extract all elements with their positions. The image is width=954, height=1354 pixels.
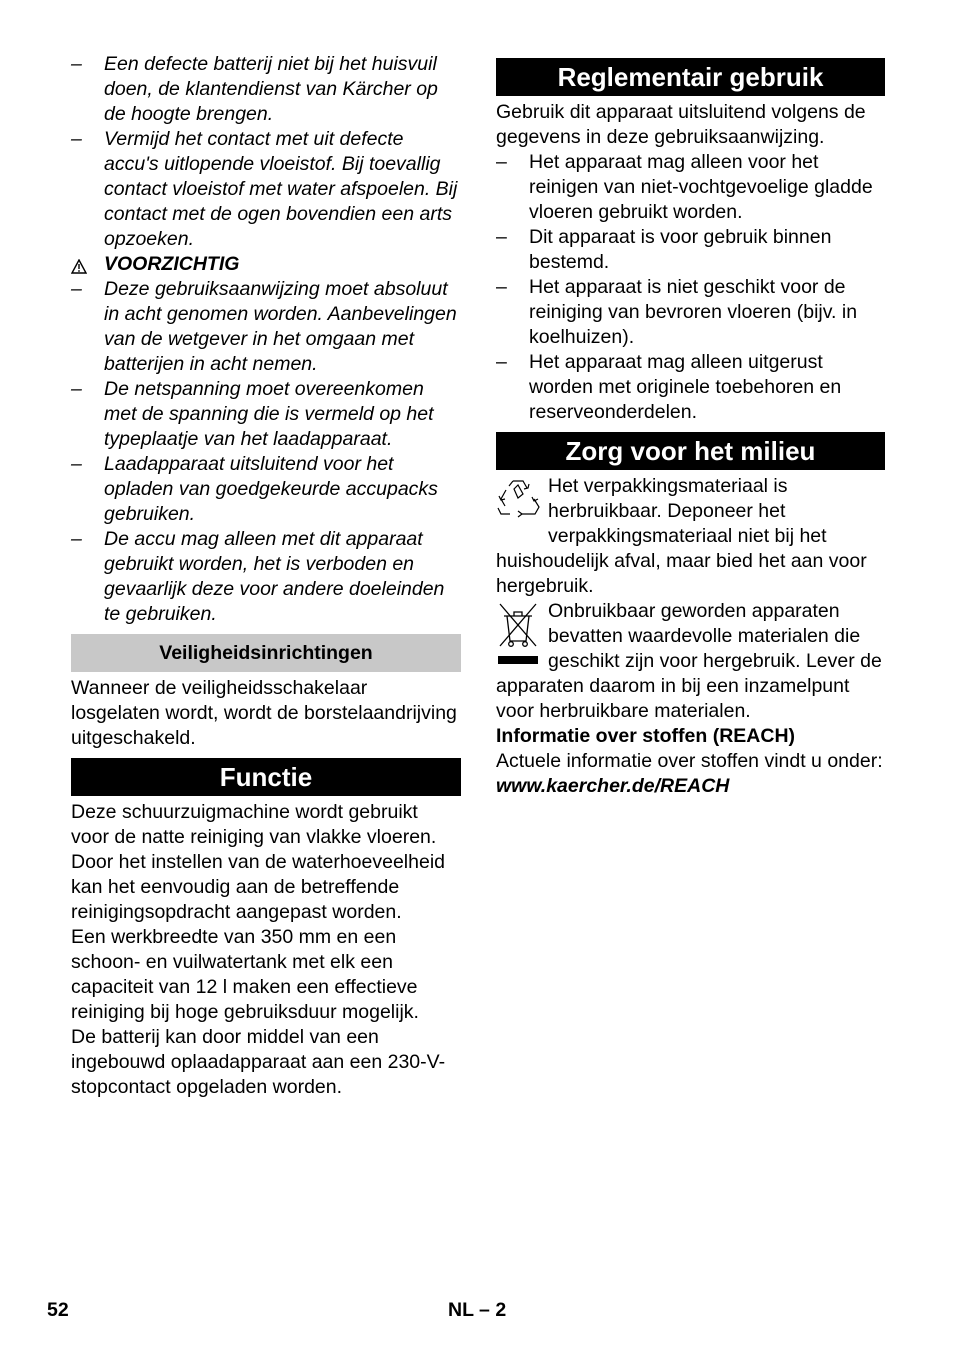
section-heading-function: Functie (71, 758, 461, 796)
section-heading-environment: Zorg voor het milieu (496, 432, 885, 470)
list-item: – De accu mag alleen met dit apparaat gebruikt worden, het is verboden en gevaarlijk deze voor andere doeleinden te gebruiken. (71, 528, 445, 625)
devices-paragraph: Onbruikbaar geworden apparaten bevatten waardevolle materialen die geschikt zijn voor hergebruik. Lever de apparaten daarom in bij een inzamelpunt voor herbruikbare materialen. (496, 600, 882, 722)
list-item: – Dit apparaat is voor gebruik binnen bestemd. (496, 226, 832, 273)
packaging-paragraph: Het verpakkingsmateriaal is herbruikbaar. Deponeer het verpakkingsmateriaal niet bij het huishoudelijk afval, maar bied het aan voor hergebruik. (496, 475, 867, 597)
recycle-icon (496, 476, 548, 526)
section-heading-safety: Veiligheidsinrichtingen (71, 634, 461, 672)
list-item: – Deze gebruiksaanwijzing moet absoluut in acht genomen worden. Aanbevelingen van de wetgever in het omgaan met batterijen in acht nemen. (71, 278, 457, 375)
function-paragraph: De batterij kan door middel van een ingebouwd oplaadapparaat aan een 230-V-stopcontact opgeladen worden. (71, 1026, 446, 1098)
list-item: – Een defecte batterij niet bij het huisvuil doen, de klantendienst van Kärcher op de hoogte brengen. (71, 53, 438, 125)
list-item: – De netspanning moet overeenkomen met de spanning die is vermeld op het typeplaatje van het laadapparaat. (71, 378, 434, 450)
function-paragraph: Een werkbreedte van 350 mm en een schoon- en vuilwatertank met elk een capaciteit van 12 l maken een effectieve reiniging bij hoge gebruiksduur mogelijk. (71, 926, 419, 1023)
list-item: – Vermijd het contact met uit defecte accu's uitlopende vloeistof. Bij toevallig contact vloeistof met water afspoelen. Bij contact met de ogen bovendien een arts opzoeken. (71, 128, 458, 250)
reach-link[interactable]: www.kaercher.de/REACH (496, 775, 730, 797)
left-column (71, 52, 461, 1100)
crossed-out-bin-icon (496, 601, 548, 671)
usage-intro: Gebruik dit apparaat uitsluitend volgens de gegevens in deze gebruiksaanwijzing. (496, 101, 866, 148)
page-number: 52 (47, 1299, 69, 1321)
section-heading-usage: Reglementair gebruik (496, 58, 885, 96)
safety-paragraph: Wanneer de veiligheidsschakelaar losgelaten wordt, wordt de borstelaandrijving uitgeschakeld. (71, 677, 457, 749)
caution-label: VOORZICHTIG (71, 252, 461, 277)
function-paragraph: Deze schuurzuigmachine wordt gebruikt voor de natte reiniging van vlakke vloeren. Door het instellen van de waterhoeveelheid kan het eenvoudig aan de betreffende reinigingsopdracht aangepast worden. (71, 801, 445, 923)
list-item: – Laadapparaat uitsluitend voor het opladen van goedgekeurde accupacks gebruiken. (71, 453, 438, 525)
reach-text: Actuele informatie over stoffen vindt u onder: (496, 750, 883, 772)
page-label: NL – 2 (448, 1299, 507, 1321)
list-item: – Het apparaat mag alleen voor het reinigen van niet-vochtgevoelige gladde vloeren gebruikt worden. (496, 151, 873, 223)
right-column (496, 52, 885, 799)
reach-heading: Informatie over stoffen (REACH) (496, 725, 796, 747)
list-item: – Het apparaat mag alleen uitgerust worden met originele toebehoren en reserveonderdelen. (496, 351, 842, 423)
list-item: – Het apparaat is niet geschikt voor de reiniging van bevroren vloeren (bijv. in koelhuizen). (496, 276, 858, 348)
